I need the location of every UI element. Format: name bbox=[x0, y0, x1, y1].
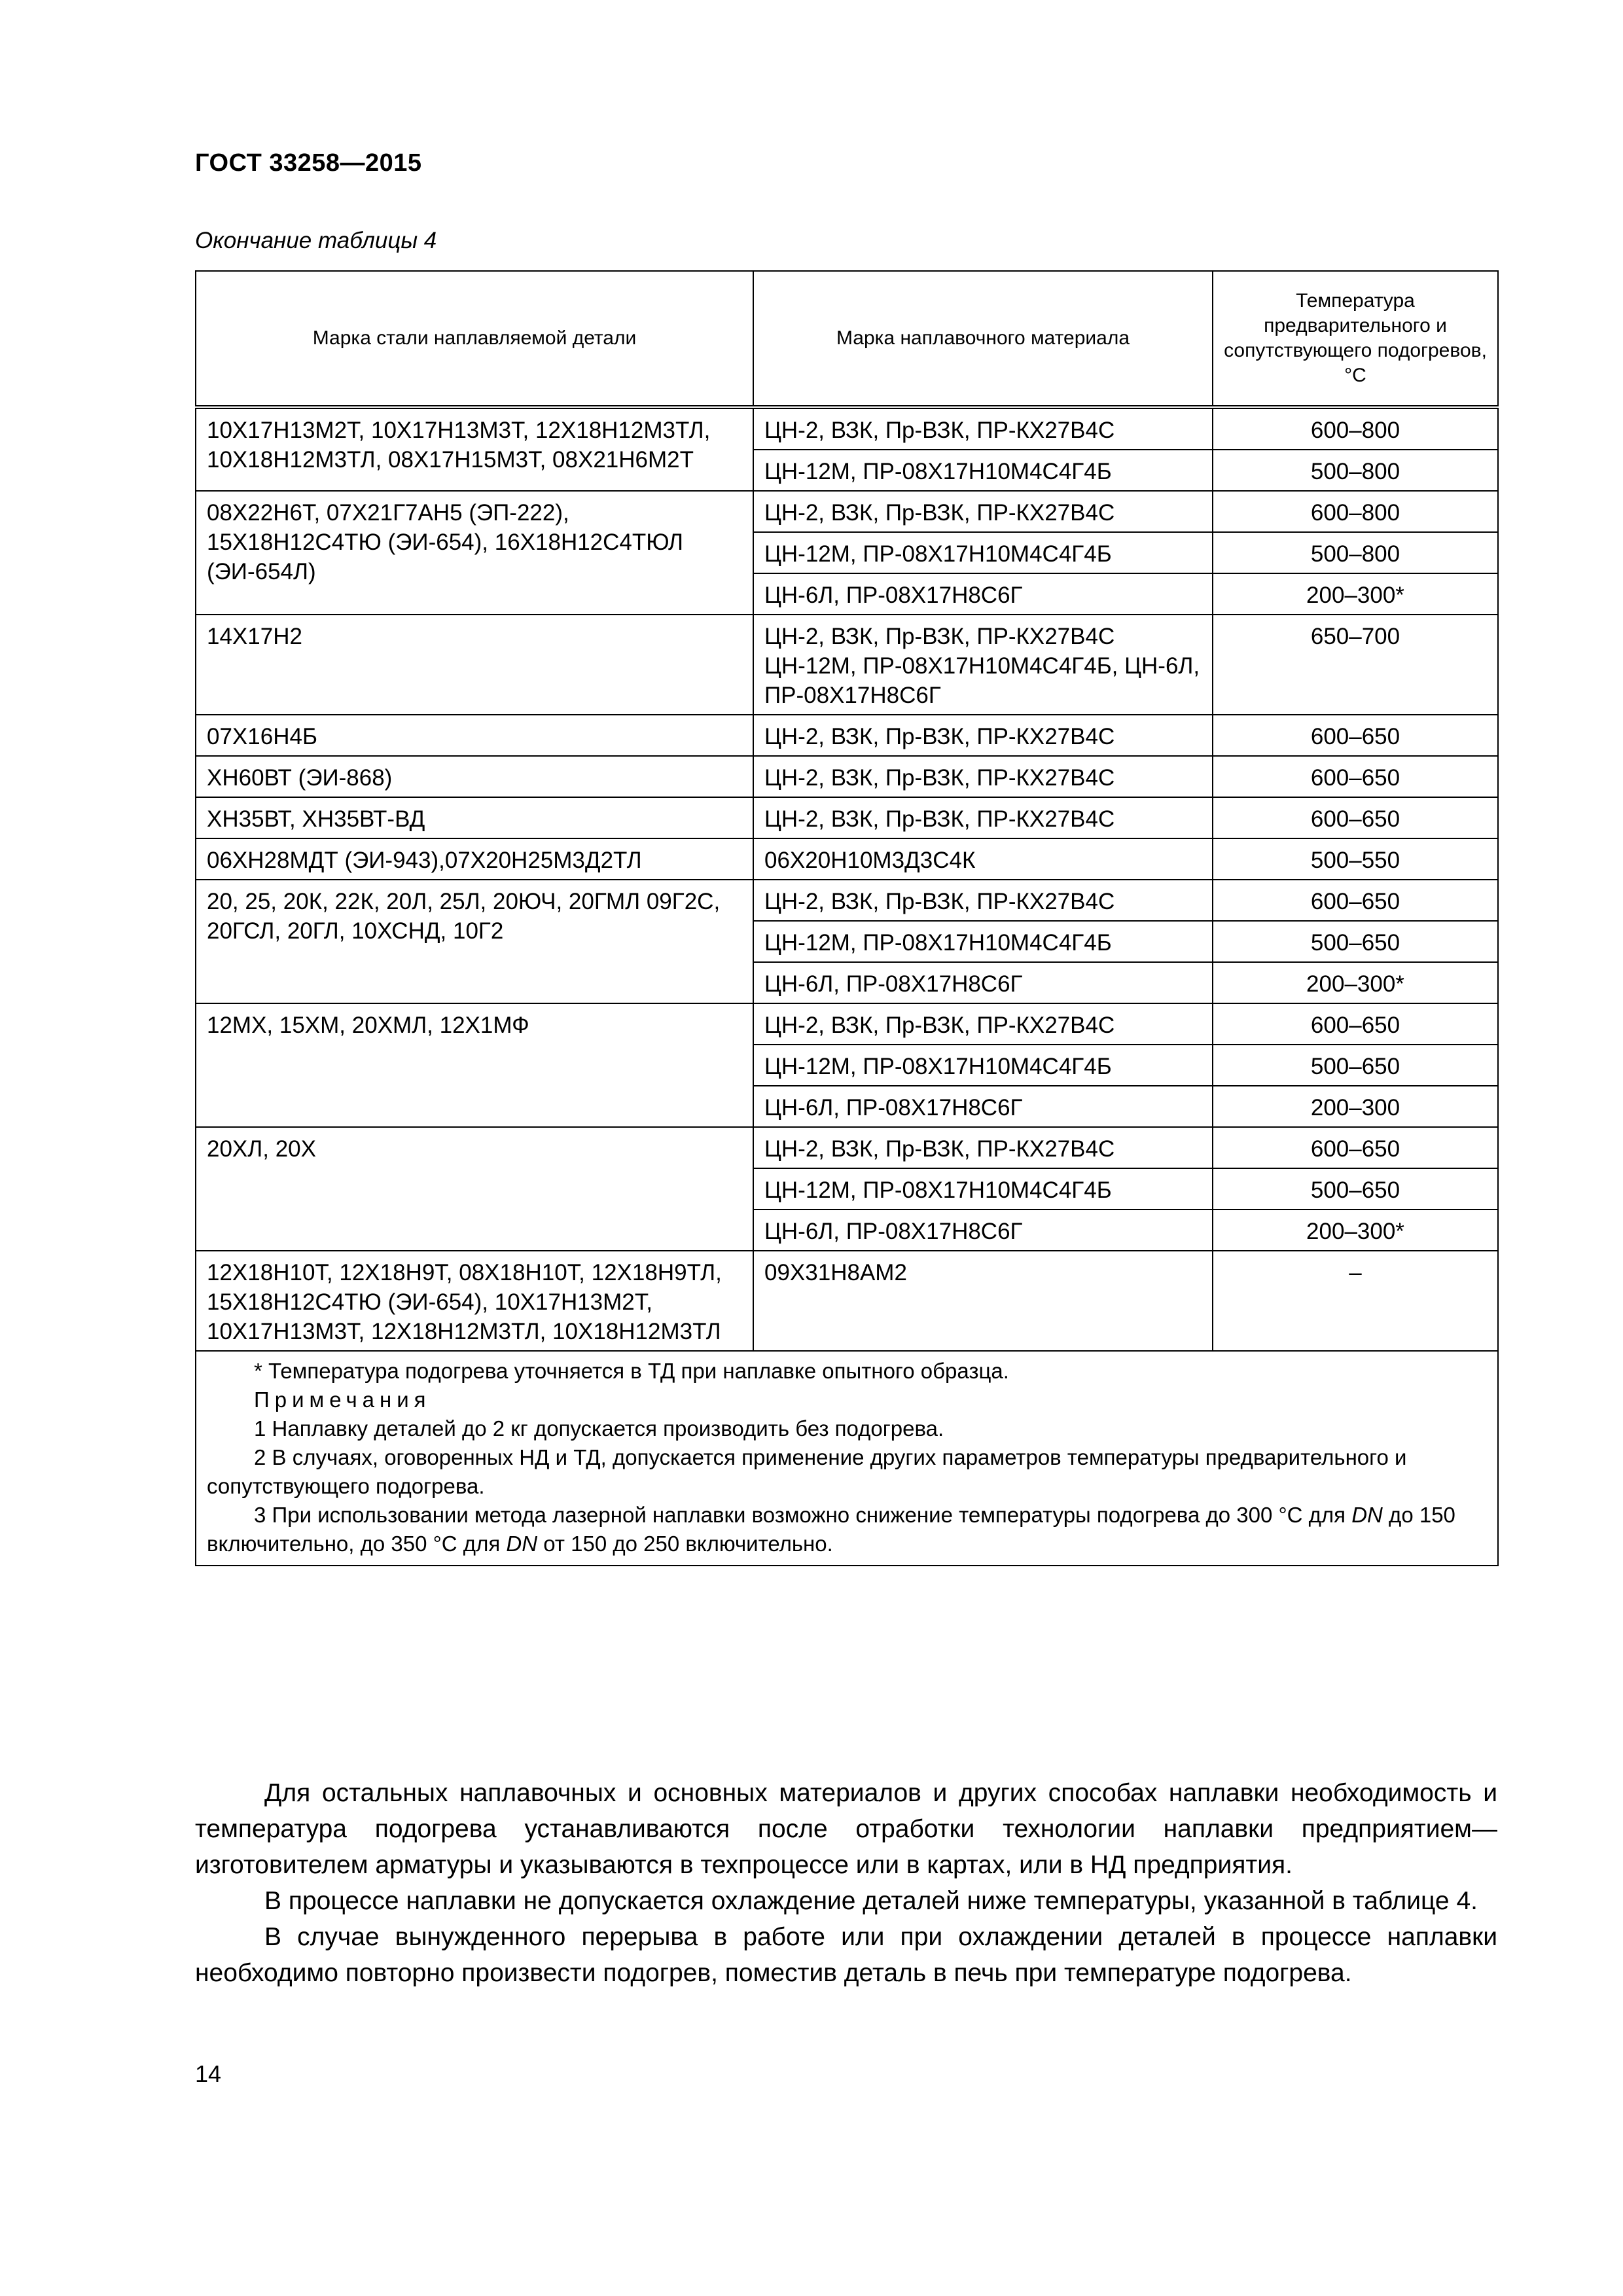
material-cell: ЦН-2, ВЗК, Пр-ВЗК, ПР-КХ27В4С bbox=[753, 1127, 1213, 1168]
material-cell: ЦН-2, ВЗК, Пр-ВЗК, ПР-КХ27В4С bbox=[753, 1003, 1213, 1045]
note-3-dn-1: DN bbox=[1351, 1503, 1383, 1527]
steel-grade-cell: 14Х17Н2 bbox=[196, 615, 753, 715]
temperature-cell: 600–800 bbox=[1213, 407, 1498, 450]
table-header-row bbox=[196, 271, 1498, 407]
steel-preheat-table bbox=[195, 270, 1499, 1566]
steel-grade-cell: ХН35ВТ, ХН35ВТ-ВД bbox=[196, 797, 753, 838]
steel-grade-cell: 20, 25, 20К, 22К, 20Л, 25Л, 20ЮЧ, 20ГМЛ 09Г2С, 20ГСЛ, 20ГЛ, 10ХСНД, 10Г2 bbox=[196, 880, 753, 1003]
temperature-cell: 200–300 bbox=[1213, 1086, 1498, 1127]
material-cell: ЦН-2, ВЗК, Пр-ВЗК, ПР-КХ27В4С bbox=[753, 756, 1213, 797]
material-cell: ЦН-6Л, ПР-08Х17Н8С6Г bbox=[753, 962, 1213, 1003]
column-header-material: Марка наплавочного материала bbox=[753, 271, 1213, 407]
steel-grade-cell: 12Х18Н10Т, 12Х18Н9Т, 08Х18Н10Т, 12Х18Н9ТЛ, 15Х18Н12С4ТЮ (ЭИ-654), 10Х17Н13М2Т, 10Х17Н13М3Т, 12Х18Н12М3ТЛ, 10Х18Н12М3ТЛ bbox=[196, 1251, 753, 1351]
temperature-cell: 600–650 bbox=[1213, 715, 1498, 756]
steel-grade-cell: 10Х17Н13М2Т, 10Х17Н13М3Т, 12Х18Н12М3ТЛ, 10Х18Н12М3ТЛ, 08Х17Н15М3Т, 08Х21Н6М2Т bbox=[196, 407, 753, 491]
material-cell: ЦН-6Л, ПР-08Х17Н8С6Г bbox=[753, 1086, 1213, 1127]
material-cell: ЦН-6Л, ПР-08Х17Н8С6Г bbox=[753, 1210, 1213, 1251]
steel-grade-cell: 08Х22Н6Т, 07Х21Г7АН5 (ЭП-222), 15Х18Н12С4ТЮ (ЭИ-654), 16Х18Н12С4ТЮЛ (ЭИ-654Л) bbox=[196, 491, 753, 615]
material-cell: 09Х31Н8АМ2 bbox=[753, 1251, 1213, 1351]
material-cell: ЦН-12М, ПР-08Х17Н10М4С4Г4Б bbox=[753, 532, 1213, 573]
table-row bbox=[196, 1251, 1498, 1351]
table-row bbox=[196, 756, 1498, 797]
table-row bbox=[196, 1003, 1498, 1045]
table-row bbox=[196, 407, 1498, 450]
steel-grade-cell: 07Х16Н4Б bbox=[196, 715, 753, 756]
table-caption: Окончание таблицы 4 bbox=[195, 228, 437, 253]
column-header-temperature: Температура предварительного и сопутствующего подогревов, °С bbox=[1213, 271, 1498, 407]
temperature-cell: 500–550 bbox=[1213, 838, 1498, 880]
temperature-cell: 600–650 bbox=[1213, 1127, 1498, 1168]
body-text bbox=[195, 1775, 1497, 1991]
material-cell: ЦН-2, ВЗК, Пр-ВЗК, ПР-КХ27В4С bbox=[753, 491, 1213, 532]
material-cell: ЦН-2, ВЗК, Пр-ВЗК, ПР-КХ27В4С bbox=[753, 797, 1213, 838]
temperature-cell: 500–650 bbox=[1213, 921, 1498, 962]
steel-grade-cell: 06ХН28МДТ (ЭИ-943),07Х20Н25М3Д2ТЛ bbox=[196, 838, 753, 880]
note-3-text-a: 3 При использовании метода лазерной наплавки возможно снижение температуры подогрева до 300 °С для bbox=[254, 1503, 1352, 1527]
note-2: 2 В случаях, оговоренных НД и ТД, допускается применение других параметров температуры предварительного и сопутствующего подогрева. bbox=[207, 1445, 1407, 1498]
body-paragraph-3: В случае вынужденного перерыва в работе или при охлаждении деталей в процессе наплавки необходимо повторно произвести подогрев, поместив деталь в печь при температуре подогрева. bbox=[195, 1923, 1497, 1987]
table-row bbox=[196, 491, 1498, 532]
note-3-dn-2: DN bbox=[506, 1532, 538, 1556]
column-header-steel: Марка стали наплавляемой детали bbox=[196, 271, 753, 407]
table-row bbox=[196, 797, 1498, 838]
material-cell: ЦН-12М, ПР-08Х17Н10М4С4Г4Б bbox=[753, 450, 1213, 491]
temperature-cell: 600–650 bbox=[1213, 1003, 1498, 1045]
table-row bbox=[196, 1127, 1498, 1168]
temperature-cell: 500–800 bbox=[1213, 450, 1498, 491]
note-3-text-c: от 150 до 250 включительно. bbox=[537, 1532, 833, 1556]
temperature-cell: 200–300* bbox=[1213, 1210, 1498, 1251]
temperature-cell: – bbox=[1213, 1251, 1498, 1351]
note-3-text-b: до 150 включительно, до 350 °С для bbox=[207, 1503, 1455, 1556]
body-paragraph-2: В процессе наплавки не допускается охлаждение деталей ниже температуры, указанной в таблице 4. bbox=[264, 1887, 1478, 1915]
material-cell: ЦН-2, ВЗК, Пр-ВЗК, ПР-КХ27В4С ЦН-12М, ПР-08Х17Н10М4С4Г4Б, ЦН-6Л, ПР-08Х17Н8С6Г bbox=[753, 615, 1213, 715]
table-row bbox=[196, 838, 1498, 880]
material-cell: ЦН-12М, ПР-08Х17Н10М4С4Г4Б bbox=[753, 921, 1213, 962]
material-cell: ЦН-6Л, ПР-08Х17Н8С6Г bbox=[753, 573, 1213, 615]
notes-cell bbox=[196, 1351, 1498, 1566]
table-row bbox=[196, 715, 1498, 756]
material-cell: ЦН-2, ВЗК, Пр-ВЗК, ПР-КХ27В4С bbox=[753, 880, 1213, 921]
page-number: 14 bbox=[195, 2060, 222, 2087]
notes-title: Примечания bbox=[254, 1388, 431, 1412]
notes-row bbox=[196, 1351, 1498, 1566]
temperature-cell: 600–650 bbox=[1213, 756, 1498, 797]
note-1: 1 Наплавку деталей до 2 кг допускается производить без подогрева. bbox=[254, 1416, 944, 1441]
temperature-cell: 200–300* bbox=[1213, 962, 1498, 1003]
steel-grade-cell: 20ХЛ, 20Х bbox=[196, 1127, 753, 1251]
temperature-cell: 500–800 bbox=[1213, 532, 1498, 573]
note-3 bbox=[207, 1501, 1487, 1558]
material-cell: ЦН-2, ВЗК, Пр-ВЗК, ПР-КХ27В4С bbox=[753, 715, 1213, 756]
steel-grade-cell: 12МХ, 15ХМ, 20ХМЛ, 12Х1МФ bbox=[196, 1003, 753, 1127]
temperature-cell: 200–300* bbox=[1213, 573, 1498, 615]
temperature-cell: 600–650 bbox=[1213, 880, 1498, 921]
table-body bbox=[196, 407, 1498, 1351]
table-row bbox=[196, 880, 1498, 921]
temperature-cell: 650–700 bbox=[1213, 615, 1498, 715]
document-header: ГОСТ 33258—2015 bbox=[195, 149, 422, 177]
temperature-cell: 500–650 bbox=[1213, 1045, 1498, 1086]
temperature-cell: 600–650 bbox=[1213, 797, 1498, 838]
material-cell: 06Х20Н10М3Д3С4К bbox=[753, 838, 1213, 880]
temperature-cell: 500–650 bbox=[1213, 1168, 1498, 1210]
material-cell: ЦН-12М, ПР-08Х17Н10М4С4Г4Б bbox=[753, 1168, 1213, 1210]
body-paragraph-1: Для остальных наплавочных и основных материалов и других способах наплавки необходимость и температура подогрева устанавливаются после отработки технологии наплавки предприятием—изготовителем арматуры и указываются в техпроцессе или в картах, или в НД предприятия. bbox=[195, 1779, 1497, 1879]
temperature-cell: 600–800 bbox=[1213, 491, 1498, 532]
material-cell: ЦН-12М, ПР-08Х17Н10М4С4Г4Б bbox=[753, 1045, 1213, 1086]
steel-grade-cell: ХН60ВТ (ЭИ-868) bbox=[196, 756, 753, 797]
footnote: * Температура подогрева уточняется в ТД при наплавке опытного образца. bbox=[254, 1359, 1009, 1383]
table-row bbox=[196, 615, 1498, 715]
material-cell: ЦН-2, ВЗК, Пр-ВЗК, ПР-КХ27В4С bbox=[753, 407, 1213, 450]
